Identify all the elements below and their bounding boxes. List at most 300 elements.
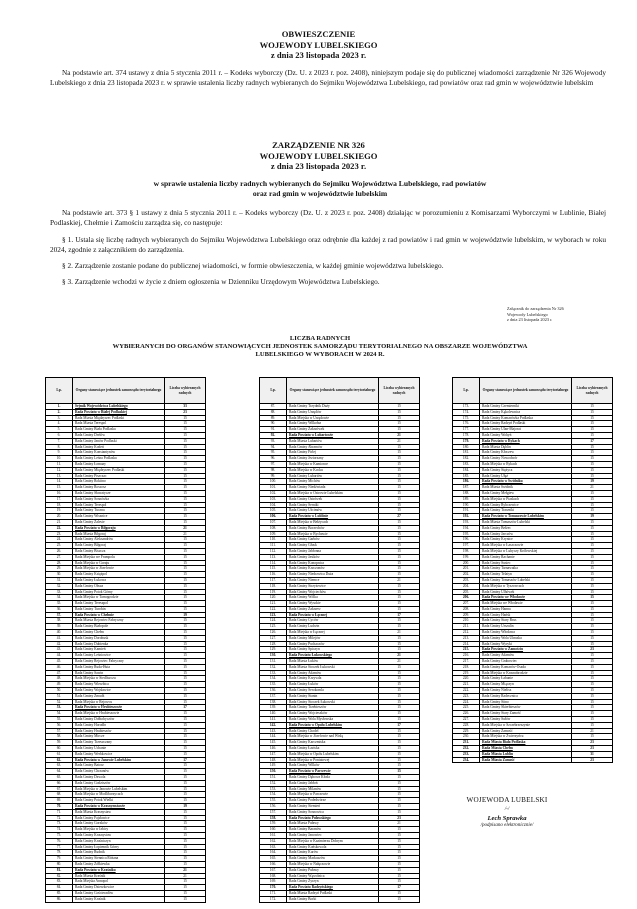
- councillors-table-part-3: [452, 377, 613, 763]
- councillor-count: 15: [165, 879, 206, 885]
- councillor-count: 15: [379, 554, 420, 560]
- row-number: 133.: [260, 670, 287, 676]
- councillor-count: 15: [165, 653, 206, 659]
- councillor-count: 15: [165, 485, 206, 491]
- councillor-count: 15: [165, 682, 206, 688]
- row-number: 138.: [260, 699, 287, 705]
- row-number: 41.: [46, 635, 73, 641]
- councillor-count: 17: [379, 612, 420, 618]
- council-name: Rada Powiatu w Biłgoraju: [73, 525, 165, 531]
- council-name: Rada Powiatu w Rykach: [480, 438, 572, 444]
- row-number: 52.: [46, 699, 73, 705]
- row-number: 226.: [453, 711, 480, 717]
- councillor-count: 21: [379, 577, 420, 583]
- council-name: Rada Miejska w Bełżycach: [287, 519, 379, 525]
- councillor-count: 15: [572, 583, 613, 589]
- councillor-count: 15: [165, 670, 206, 676]
- row-number: 160.: [260, 827, 287, 833]
- councillor-count: 15: [165, 809, 206, 815]
- council-name: Rada Powiatu w Kraśniku: [73, 867, 165, 873]
- row-number: 140.: [260, 711, 287, 717]
- council-name: Rada Gminy Uścimów: [287, 508, 379, 514]
- councillors-table-part-2: [259, 377, 420, 903]
- councillor-count: 15: [379, 606, 420, 612]
- row-number: 4.: [46, 421, 73, 427]
- councillor-count: 15: [165, 821, 206, 827]
- councillor-count: 15: [165, 548, 206, 554]
- councillor-count: 15: [165, 722, 206, 728]
- council-name: Rada Miasta Biała Podlaska: [480, 740, 572, 746]
- councillor-count: 15: [379, 490, 420, 496]
- row-number: 188.: [453, 490, 480, 496]
- row-number: 18.: [46, 502, 73, 508]
- council-name: Rada Gminy Wierzbica: [73, 682, 165, 688]
- council-name: Rada Gminy Wojciechów: [287, 589, 379, 595]
- council-name: Rada Miasta Dęblin: [480, 444, 572, 450]
- row-number: 136.: [260, 688, 287, 694]
- council-name: Rada Gminy Nielisz: [480, 688, 572, 694]
- attachment-note-line: Wojewody Lubelskiego: [507, 311, 548, 317]
- paragraph-1: § 1. Ustala się liczbę radnych wybieranych do Sejmiku Województwa Lubelskiego oraz odrębnie dla każdej z rad powiatów i rad gmin w województwie lubelskim, w wyborach w roku 2024, zgodnie z załącznikiem do zarządzenia.: [50, 235, 606, 254]
- council-name: Rada Gminy Sosnówka: [73, 496, 165, 502]
- council-name: Rada Gminy Żyrzyn: [287, 879, 379, 885]
- row-number: 80.: [46, 861, 73, 867]
- councillor-count: 15: [379, 519, 420, 525]
- row-number: 13.: [46, 473, 73, 479]
- row-number: 184.: [453, 467, 480, 473]
- council-name: Rada Gminy Zakrzew: [287, 606, 379, 612]
- council-name: Rada Miejska w Józefowie nad Wisłą: [287, 734, 379, 740]
- row-number: 39.: [46, 624, 73, 630]
- council-name: Rada Powiatu Łukowskiego: [287, 653, 379, 659]
- council-name: Rada Gminy Końskowola: [287, 844, 379, 850]
- council-name: Rada Gminy Dębowa Kłoda: [287, 775, 379, 781]
- row-number: 90.: [260, 421, 287, 427]
- council-name: Rada Gminy Krzczonów: [287, 566, 379, 572]
- councillor-count: 15: [165, 688, 206, 694]
- councillor-count: 21: [379, 438, 420, 444]
- header-name: Organy stanowiące jednostek samorządu terytorialnego: [73, 378, 165, 404]
- councillor-count: 15: [379, 427, 420, 433]
- council-name: Rada Gminy Kodeń: [73, 444, 165, 450]
- row-number: 204.: [453, 583, 480, 589]
- row-number: 119.: [260, 589, 287, 595]
- council-name: Rada Gminy Międzyrzec Podlaski: [73, 467, 165, 473]
- councillor-count: 15: [379, 792, 420, 798]
- row-number: 131.: [260, 659, 287, 665]
- council-name: Rada Gminy Janów Podlaski: [73, 438, 165, 444]
- councillor-count: 15: [379, 589, 420, 595]
- row-number: 31.: [46, 577, 73, 583]
- row-number: 64.: [46, 769, 73, 775]
- council-name: Rada Gminy Milejów: [287, 635, 379, 641]
- row-number: 201.: [453, 566, 480, 572]
- row-number: 191.: [453, 508, 480, 514]
- council-name: Rada Miejska w Janowie Lubelskim: [73, 786, 165, 792]
- council-name: Rada Gminy Puchaczów: [287, 641, 379, 647]
- councillor-count: 15: [379, 717, 420, 723]
- councillor-count: 21: [165, 873, 206, 879]
- council-name: Rada Miejska w Józefowie: [73, 566, 165, 572]
- council-name: Rada Gminy Borki: [287, 896, 379, 902]
- councillor-count: 15: [572, 502, 613, 508]
- council-name: Rada Gminy Stoczek Łukowski: [287, 699, 379, 705]
- councillor-count: 15: [165, 444, 206, 450]
- table-row: [260, 896, 420, 902]
- council-name: Rada Gminy Biłgoraj: [73, 543, 165, 549]
- list-title-line: WYBIERANYCH DO ORGANÓW STANOWIĄCYCH JEDNOSTEK SAMORZĄDU TERYTORIALNEGO NA OBSZARZE WOJEWÓDZTWA: [112, 343, 528, 351]
- row-number: 102.: [260, 490, 287, 496]
- councillor-count: 15: [379, 769, 420, 775]
- row-number: 24.: [46, 537, 73, 543]
- councillor-count: 15: [572, 409, 613, 415]
- row-number: 92.: [260, 432, 287, 438]
- council-name: Rada Gminy Puławy: [287, 867, 379, 873]
- row-number: 11.: [46, 461, 73, 467]
- row-number: 112.: [260, 548, 287, 554]
- councillor-count: 15: [165, 896, 206, 902]
- council-name: Rada Gminy Czemierniki: [480, 404, 572, 410]
- council-name: Rada Gminy Serokomla: [287, 688, 379, 694]
- councillor-count: 15: [379, 786, 420, 792]
- council-name: Rada Gminy Chodel: [287, 728, 379, 734]
- row-number: 183.: [453, 461, 480, 467]
- row-number: 111.: [260, 543, 287, 549]
- councillor-count: 33: [165, 404, 206, 410]
- council-name: Rada Gminy Wojcieszków: [287, 711, 379, 717]
- row-number: 129.: [260, 647, 287, 653]
- council-name: Rada Gminy Sułów: [480, 717, 572, 723]
- council-name: Rada Powiatu w Janowie Lubelskim: [73, 757, 165, 763]
- council-name: Rada Gminy Kraśnik: [73, 896, 165, 902]
- council-name: Rada Gminy Radzyń Podlaski: [480, 421, 572, 427]
- councillor-count: 15: [572, 722, 613, 728]
- councillor-count: 15: [379, 670, 420, 676]
- council-name: Rada Gminy Rudnik: [73, 850, 165, 856]
- councillor-count: 19: [165, 612, 206, 618]
- row-number: 74.: [46, 827, 73, 833]
- councillor-count: 15: [379, 508, 420, 514]
- row-number: 125.: [260, 624, 287, 630]
- councillor-count: 15: [379, 601, 420, 607]
- councillor-count: 17: [165, 705, 206, 711]
- row-number: 22.: [46, 525, 73, 531]
- councillor-count: 15: [165, 711, 206, 717]
- councillor-count: 15: [379, 641, 420, 647]
- council-name: Rada Gminy Wilków: [287, 763, 379, 769]
- council-name: Rada Gminy Łuków: [287, 682, 379, 688]
- councillor-count: 15: [165, 751, 206, 757]
- row-number: 228.: [453, 722, 480, 728]
- row-number: 200.: [453, 560, 480, 566]
- council-name: Rada Gminy Cyców: [287, 618, 379, 624]
- councillor-count: 15: [572, 508, 613, 514]
- row-number: 15.: [46, 485, 73, 491]
- row-number: 78.: [46, 850, 73, 856]
- council-name: Rada Gminy Siemień: [287, 803, 379, 809]
- councillor-count: 15: [379, 861, 420, 867]
- councillor-count: 15: [379, 780, 420, 786]
- councillor-count: 15: [572, 601, 613, 607]
- councillor-count: 15: [165, 630, 206, 636]
- zarzadzenie-title-line: WOJEWODY LUBELSKIEGO: [259, 150, 378, 161]
- attachment-note-line: z dnia 23 listopada 2023 r.: [507, 317, 553, 323]
- councillor-count: 15: [165, 432, 206, 438]
- row-number: 120.: [260, 595, 287, 601]
- row-number: 203.: [453, 577, 480, 583]
- councillor-count: 15: [379, 850, 420, 856]
- row-number: 68.: [46, 792, 73, 798]
- councillor-count: 15: [379, 798, 420, 804]
- councillor-count: 15: [165, 514, 206, 520]
- council-name: Rada Gminy Dubienka: [73, 641, 165, 647]
- row-number: 171.: [260, 890, 287, 896]
- councillor-count: 15: [165, 601, 206, 607]
- council-name: Rada Gminy Michów: [287, 479, 379, 485]
- council-name: Rada Miejska w Goraju: [73, 560, 165, 566]
- councillor-count: 15: [165, 572, 206, 578]
- council-name: Rada Gminy Hrubieszów: [73, 728, 165, 734]
- row-number: 57.: [46, 728, 73, 734]
- row-number: 177.: [453, 427, 480, 433]
- councillor-count: 15: [379, 775, 420, 781]
- obwieszczenie-title-line: OBWIESZCZENIE: [281, 29, 356, 39]
- header-lp: Lp.: [260, 378, 287, 404]
- councillor-count: 15: [379, 705, 420, 711]
- councillor-count: 15: [165, 450, 206, 456]
- council-name: Rada Gminy Horodło: [73, 722, 165, 728]
- councillor-count: 15: [165, 427, 206, 433]
- row-number: 70.: [46, 803, 73, 809]
- council-name: Rada Gminy Komarówka Podlaska: [480, 415, 572, 421]
- row-number: 167.: [260, 867, 287, 873]
- council-name: Rada Gminy Obsza: [73, 583, 165, 589]
- council-name: Rada Gminy Radecznica: [480, 693, 572, 699]
- councillor-count: 15: [572, 693, 613, 699]
- council-name: Rada Powiatu w Hrubieszowie: [73, 705, 165, 711]
- row-number: 219.: [453, 670, 480, 676]
- row-number: 156.: [260, 803, 287, 809]
- row-number: 126.: [260, 630, 287, 636]
- councillor-count: 15: [165, 832, 206, 838]
- council-name: Rada Gminy Strzyżewice: [287, 583, 379, 589]
- row-number: 69.: [46, 798, 73, 804]
- councillor-count: 15: [165, 861, 206, 867]
- council-name: Rada Gminy Chełm: [73, 630, 165, 636]
- council-name: Rada Gminy Telatyn: [480, 572, 572, 578]
- row-number: 198.: [453, 548, 480, 554]
- councillor-count: 15: [379, 404, 420, 410]
- councillor-count: 23: [572, 740, 613, 746]
- councillor-count: 15: [165, 763, 206, 769]
- council-name: Rada Gminy Wólka: [287, 595, 379, 601]
- council-name: Rada Gminy Łukowa: [73, 577, 165, 583]
- row-number: 7.: [46, 438, 73, 444]
- row-number: 8.: [46, 444, 73, 450]
- councillor-count: 27: [379, 514, 420, 520]
- council-name: Rada Gminy Tereszpol: [73, 601, 165, 607]
- row-number: 71.: [46, 809, 73, 815]
- row-number: 34.: [46, 595, 73, 601]
- row-number: 86.: [46, 896, 73, 902]
- header-count: Liczba wybieranych radnych: [572, 378, 613, 404]
- councillor-count: 15: [572, 496, 613, 502]
- council-name: Rada Miejska w Hrubieszowie: [73, 711, 165, 717]
- council-name: Rada Miejska w Parczewie: [287, 792, 379, 798]
- row-number: 21.: [46, 519, 73, 525]
- councillor-count: 15: [379, 699, 420, 705]
- councillor-count: 15: [165, 537, 206, 543]
- council-name: Rada Gminy Podedwórze: [287, 798, 379, 804]
- councillor-count: 15: [165, 746, 206, 752]
- council-name: Rada Powiatu w Świdniku: [480, 479, 572, 485]
- councillor-count: 15: [165, 618, 206, 624]
- councillor-count: 15: [379, 890, 420, 896]
- row-number: 62.: [46, 757, 73, 763]
- council-name: Rada Gminy Łabunie: [480, 676, 572, 682]
- councillor-count: 15: [165, 415, 206, 421]
- row-number: 151.: [260, 775, 287, 781]
- council-name: Rada Miasta Terespol: [73, 421, 165, 427]
- council-name: Rada Gminy Kraśniczyn: [73, 838, 165, 844]
- row-number: 212.: [453, 630, 480, 636]
- council-name: Rada Gminy Adamów: [287, 670, 379, 676]
- council-name: Rada Gminy Mełgiew: [480, 490, 572, 496]
- row-number: 199.: [453, 554, 480, 560]
- council-name: Rada Gminy Hańsk: [480, 612, 572, 618]
- row-number: 42.: [46, 641, 73, 647]
- council-name: Rada Gminy Spiczyn: [287, 647, 379, 653]
- row-number: 137.: [260, 693, 287, 699]
- row-number: 197.: [453, 543, 480, 549]
- council-name: Rada Powiatu w Krasnymstawie: [73, 803, 165, 809]
- council-name: Rada Miejska w Rykach: [480, 461, 572, 467]
- council-name: Rada Gminy Werbkowice: [73, 751, 165, 757]
- council-name: Rada Gminy Wisznice: [73, 514, 165, 520]
- row-number: 143.: [260, 728, 287, 734]
- council-name: Rada Gminy Kamień: [73, 647, 165, 653]
- row-number: 123.: [260, 612, 287, 618]
- councillor-count: 15: [165, 676, 206, 682]
- council-name: Rada Miejska w Lubyczy Królewskiej: [480, 548, 572, 554]
- council-name: Rada Gminy Aleksandrów: [73, 537, 165, 543]
- row-number: 158.: [260, 815, 287, 821]
- row-number: 36.: [46, 606, 73, 612]
- row-number: 16.: [46, 490, 73, 496]
- councillor-count: 15: [572, 664, 613, 670]
- row-number: 35.: [46, 601, 73, 607]
- council-name: Rada Miasta Radzyń Podlaski: [287, 890, 379, 896]
- council-name: Rada Gminy Serniki: [287, 502, 379, 508]
- row-number: 155.: [260, 798, 287, 804]
- row-number: 114.: [260, 560, 287, 566]
- councillor-count: 23: [379, 815, 420, 821]
- row-number: 93.: [260, 438, 287, 444]
- councillor-count: 15: [572, 421, 613, 427]
- councillor-count: 15: [379, 461, 420, 467]
- signature-note: /podpisano elektronicznie/: [480, 823, 534, 828]
- council-name: Rada Gminy Sławatycze: [73, 490, 165, 496]
- council-name: Rada Miejska w Tarnogrodzie: [73, 595, 165, 601]
- row-number: 73.: [46, 821, 73, 827]
- councillor-count: 21: [379, 653, 420, 659]
- council-name: Rada Gminy Łaziska: [287, 746, 379, 752]
- row-number: 149.: [260, 763, 287, 769]
- row-number: 174.: [453, 409, 480, 415]
- council-name: Rada Gminy Tarnawatka: [480, 566, 572, 572]
- row-number: 75.: [46, 832, 73, 838]
- council-name: Rada Gminy Firlej: [287, 450, 379, 456]
- row-number: 63.: [46, 763, 73, 769]
- row-number: 229.: [453, 728, 480, 734]
- row-number: 135.: [260, 682, 287, 688]
- councillor-count: 15: [572, 560, 613, 566]
- councillor-count: 15: [379, 803, 420, 809]
- list-title: [40, 335, 600, 360]
- row-number: 67.: [46, 786, 73, 792]
- councillor-count: 15: [379, 409, 420, 415]
- row-number: 17.: [46, 496, 73, 502]
- councillor-count: 15: [165, 885, 206, 891]
- councillor-count: 15: [165, 496, 206, 502]
- row-number: 28.: [46, 560, 73, 566]
- councillor-count: 15: [165, 769, 206, 775]
- councillor-count: 15: [165, 473, 206, 479]
- obwieszczenie-date: z dnia 23 listopada 2023 r.: [270, 50, 367, 60]
- row-number: 104.: [260, 502, 287, 508]
- council-name: Rada Gminy Chrzanów: [73, 769, 165, 775]
- council-name: Rada Miasta Lubartów: [287, 438, 379, 444]
- council-name: Rada Gminy Jarczów: [480, 531, 572, 537]
- subject-line: oraz rad gmin w województwie lubelskim: [252, 189, 388, 198]
- council-name: Rada Miejska w Urzędowie: [287, 415, 379, 421]
- row-number: 163.: [260, 844, 287, 850]
- council-name: Rada Gminy Wojsławice: [73, 688, 165, 694]
- council-name: Rada Miasta Tomaszów Lubelski: [480, 519, 572, 525]
- row-number: 101.: [260, 485, 287, 491]
- councillor-count: 15: [165, 693, 206, 699]
- row-number: 214.: [453, 641, 480, 647]
- council-name: Rada Miejska w Nałęczowie: [287, 861, 379, 867]
- councillor-count: 17: [379, 722, 420, 728]
- row-number: 46.: [46, 664, 73, 670]
- council-name: Rada Gminy Księżpol: [73, 572, 165, 578]
- council-name: Rada Gminy Skierbieszów: [480, 705, 572, 711]
- council-name: Rada Miejska w Izbicy: [73, 827, 165, 833]
- council-name: Rada Powiatu w Lubartowie: [287, 432, 379, 438]
- table-row: [46, 896, 206, 902]
- councillor-count: 15: [572, 577, 613, 583]
- row-number: 148.: [260, 757, 287, 763]
- council-name: Rada Miasta Puławy: [287, 821, 379, 827]
- council-name: Sejmik Województwa Lubelskiego: [73, 404, 165, 410]
- councillor-count: 21: [379, 630, 420, 636]
- row-number: 178.: [453, 432, 480, 438]
- zarzadzenie-title-line: ZARZĄDZENIE NR 326: [272, 140, 365, 150]
- row-number: 6.: [46, 432, 73, 438]
- council-name: Rada Miejska w Łaszczowie: [480, 543, 572, 549]
- councillor-count: 15: [572, 525, 613, 531]
- row-number: 83.: [46, 879, 73, 885]
- row-number: 48.: [46, 676, 73, 682]
- council-name: Rada Gminy Ulhówek: [480, 589, 572, 595]
- council-name: Rada Miejska w Krasnobrodzie: [480, 670, 572, 676]
- council-name: Rada Powiatu w Łęcznej: [287, 612, 379, 618]
- council-name: Rada Gminy Biała Podlaska: [73, 427, 165, 433]
- row-number: 12.: [46, 467, 73, 473]
- row-number: 33.: [46, 589, 73, 595]
- row-number: 222.: [453, 688, 480, 694]
